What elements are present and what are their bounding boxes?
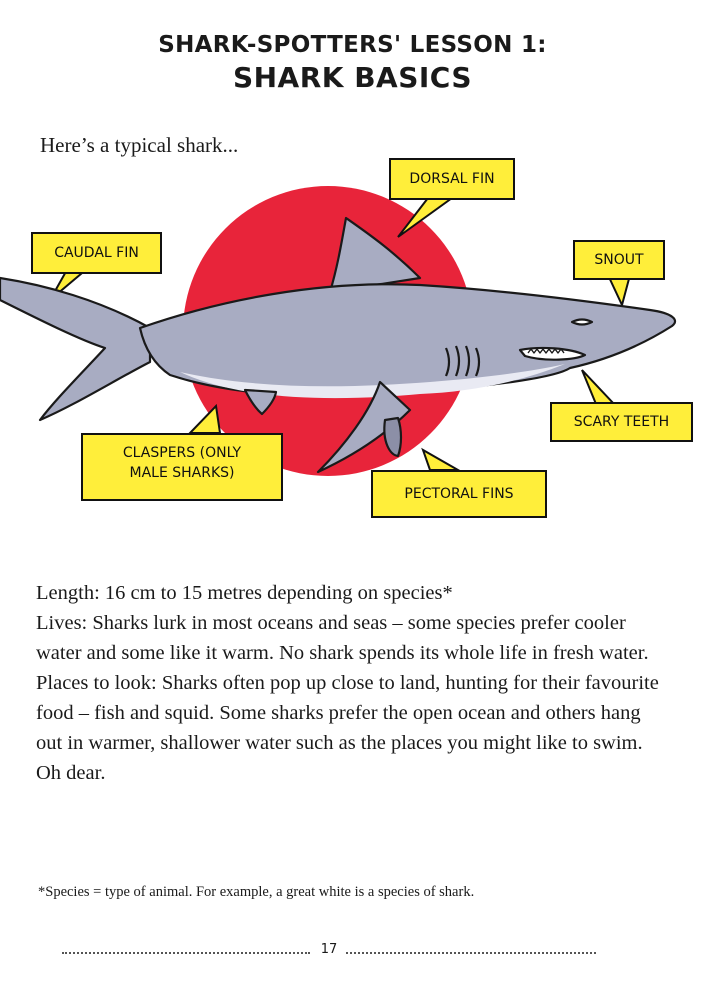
callout-dorsal-fin: DORSAL FIN bbox=[389, 158, 515, 200]
length-paragraph: Length: 16 cm to 15 metres depending on species* bbox=[36, 582, 453, 604]
callout-scary-teeth: SCARY TEETH bbox=[550, 402, 693, 442]
lives-paragraph: Lives: Sharks lurk in most oceans and seas – some species prefer cooler water and some like it warm. No shark spends its whole life in fresh water. bbox=[36, 612, 649, 664]
claspers-line-2: MALE SHARKS) bbox=[129, 465, 235, 481]
claspers-pointer bbox=[190, 406, 220, 433]
callout-caudal-fin: CAUDAL FIN bbox=[31, 232, 162, 274]
places-paragraph: Places to look: Sharks often pop up close to land, hunting for their favourite food – fish and squid. Some sharks prefer the open ocean and others hang out in warmer, shallower water such as the places you might like to swim. Oh dear. bbox=[36, 672, 659, 784]
page-number: 17 bbox=[317, 942, 342, 957]
intro-text: Here’s a typical shark... bbox=[40, 133, 239, 157]
callout-claspers bbox=[81, 433, 283, 501]
lesson-heading: SHARK-SPOTTERS' LESSON 1: bbox=[158, 32, 547, 58]
scary-teeth-pointer bbox=[582, 370, 614, 404]
callout-snout: SNOUT bbox=[573, 240, 665, 280]
shark-facts bbox=[36, 578, 666, 788]
claspers-line-1: CLASPERS (ONLY bbox=[122, 445, 242, 461]
footnote: *Species = type of animal. For example, a great white is a species of shark. bbox=[38, 884, 475, 900]
page-title: SHARK BASICS bbox=[232, 61, 473, 94]
callout-pectoral-fins: PECTORAL FINS bbox=[371, 470, 547, 518]
page-footer bbox=[62, 942, 596, 960]
pectoral-fins-pointer bbox=[423, 450, 458, 470]
